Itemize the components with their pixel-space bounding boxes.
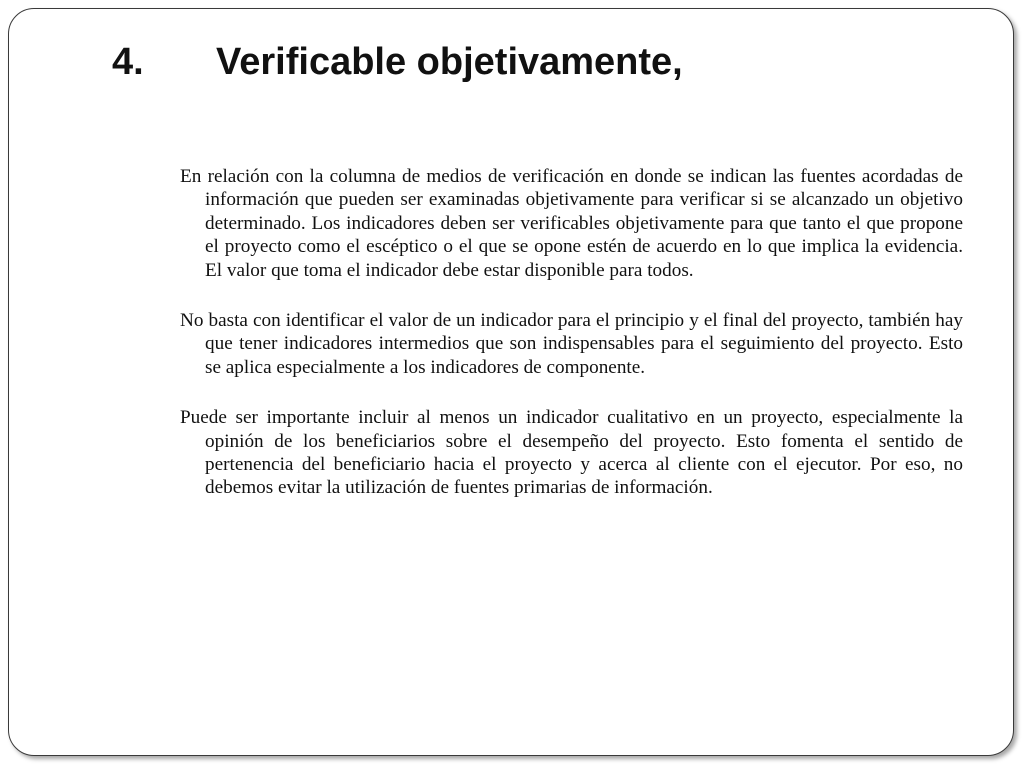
title-text: Verificable objetivamente, — [216, 41, 683, 83]
paragraph-medios-verificacion: En relación con la columna de medios de verificación en donde se indican las fuentes acordadas de información que pueden ser examinadas objetivamente para verificar si se alcanzado un objetivo determinado. Los indicadores deben ser verificables objetivamente para que tanto el que propone el proyecto como el escéptico o el que se opone estén de acuerdo en lo que implica la evidencia. El valor que toma el indicador debe estar disponible para todos. — [180, 166, 963, 281]
paragraph-indicadores-intermedios: No basta con identificar el valor de un indicador para el principio y el final del proyecto, también hay que tener indicadores intermedios que son indispensables para el seguimiento del proyecto. Esto se aplica especialmente a los indicadores de componente. — [180, 310, 963, 378]
paragraph-indicador-cualitativo: Puede ser importante incluir al menos un indicador cualitativo en un proyecto, especialmente la opinión de los beneficiarios sobre el desempeño del proyecto. Esto fomenta el sentido de pertenencia del beneficiario hacia el proyecto y acerca al cliente con el ejecutor. Por eso, no debemos evitar la utilización de fuentes primarias de información. — [180, 407, 963, 499]
slide-title — [112, 38, 683, 86]
slide-body — [180, 165, 963, 527]
title-number: 4. — [112, 41, 144, 83]
